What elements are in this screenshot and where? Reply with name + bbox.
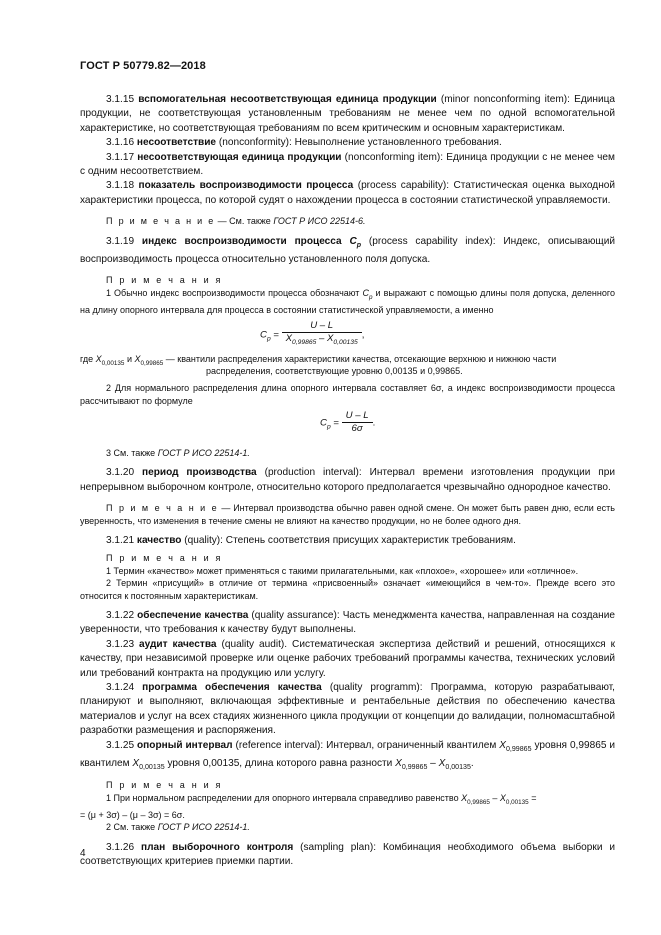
where-and: и	[126, 353, 132, 364]
den-x1-subscript: 0,99865	[292, 338, 317, 346]
term-title: план выборочного контроля	[141, 841, 294, 853]
term-symbol-subscript: p	[356, 241, 362, 249]
formula-tail: ,	[361, 328, 365, 340]
fraction-numerator: U – L	[342, 410, 373, 423]
quantile-x: X	[395, 758, 402, 770]
note-3-1-18	[80, 215, 615, 227]
fraction	[282, 320, 362, 350]
term-definition: Единица продукции, не соответствующая установленным требованиям не менее чем по одной вспомогательной характеристике, но соответствующая требованиям по всем критическим и основным характеристикам.	[80, 94, 615, 134]
note-reference: ГОСТ Р ИСО 22514-1.	[157, 822, 250, 833]
note-text: — См. также	[217, 216, 271, 227]
term-number: 3.1.19	[106, 235, 135, 247]
term-title: качество	[136, 534, 182, 546]
note-2	[80, 821, 615, 833]
where-x1: X	[95, 353, 102, 364]
term-3-1-22	[80, 609, 615, 638]
where-text-continued: распределения, соответствующие уровню 0,00135 и 0,99865.	[206, 365, 463, 376]
term-3-1-26	[80, 841, 615, 870]
quantile-x: X	[132, 758, 140, 770]
term-english: (minor nonconforming item):	[440, 94, 570, 105]
note-1	[80, 287, 615, 317]
term-definition: уровня 0,00135, длина которого равна разности	[167, 758, 393, 770]
symbol-subscript: p	[368, 293, 373, 301]
quantile-subscript: 0,00135	[139, 764, 165, 772]
term-3-1-16	[80, 136, 615, 150]
document-body	[80, 93, 615, 870]
document-code: ГОСТ Р 50779.82—2018	[80, 60, 206, 72]
where-text: — квантили распределения характеристики качества, отсекающие верхнюю и нижнюю части	[165, 353, 557, 364]
term-number: 3.1.21	[106, 534, 135, 546]
where-word: где	[80, 353, 94, 364]
formula-cp-sigma: $C_p$ = $\frac{U - L}{6\sigma}$ .	[320, 409, 376, 435]
term-title: индекс воспроизводимости процесса	[141, 235, 342, 247]
formula-cp-quantile: $C_p$ = $\frac{U - L}{X_{0,99865} - X_{0,00135}}$ ,	[80, 320, 615, 350]
term-number: 3.1.25	[106, 739, 135, 751]
term-3-1-18	[80, 179, 615, 208]
note-3	[80, 447, 615, 459]
note-3-1-20	[80, 502, 615, 527]
den-x2-subscript: 0,00135	[333, 338, 358, 346]
quantile-x: X	[461, 792, 468, 803]
note-2: 2 Для нормального распределения длина опорного интервала составляет 6σ, а индекс воспроизводимости процесса рассчитывают по формуле	[80, 383, 615, 406]
note-2: 2 Термин «присущий» в отличие от термина «присвоенный» означает «имеющийся в чем-то». Прежде всего это относится к постоянным характеристикам.	[80, 578, 615, 601]
term-definition: Интервал, ограниченный квантилем	[326, 739, 497, 751]
term-definition: Индекс, описывающий воспроизводимость процесса относительно установленного поля допуска.	[80, 235, 615, 266]
note-reference: ГОСТ Р ИСО 22514-1.	[157, 447, 250, 458]
term-title: период производства	[141, 467, 257, 479]
term-title: несоответствие	[136, 137, 217, 149]
term-title: аудит качества	[139, 638, 217, 650]
term-english: (quality assurance):	[251, 609, 340, 621]
fraction-numerator: U – L	[282, 320, 362, 333]
where-explanation	[80, 353, 615, 383]
note-text: и выражают с помощью длины поля допуска, деленного на длину опорного интервала для процесса в состоянии статистической управляемости, а именно	[80, 287, 615, 316]
formula-lhs: C	[320, 417, 327, 429]
term-definition: Интервал времени изготовления продукции при непрерывном выборочном контроле, относительно которого предполагается чрезвычайно однородное качество.	[80, 467, 615, 493]
note-label: П р и м е ч а н и е	[106, 503, 219, 514]
term-3-1-23	[80, 638, 615, 681]
term-definition: Систематическая экспертиза действий и решений, относящихся к качеству, при независимой проверке или оценке рабочих требований программы качества, технических условий или требований контракта на продукцию или услугу.	[80, 638, 616, 679]
term-definition: Комбинация необходимого объема выборки и соответствующих критериев приемки партии.	[80, 841, 616, 868]
term-number: 3.1.20	[106, 467, 135, 479]
quantile-x: X	[499, 792, 506, 803]
term-english: (process capability index):	[368, 235, 496, 247]
den-x1: X	[285, 332, 293, 344]
fraction	[342, 410, 373, 436]
period: .	[470, 758, 474, 770]
term-english: (sampling plan):	[300, 841, 377, 853]
term-english: (quality):	[184, 534, 223, 546]
minus-sign: –	[489, 792, 500, 803]
term-3-1-21	[80, 534, 615, 548]
formula-lhs-subscript: p	[266, 334, 271, 342]
term-symbol: C	[349, 235, 357, 247]
formula-lhs-subscript: p	[326, 423, 331, 431]
fraction-denominator: 6σ	[351, 423, 363, 435]
term-3-1-15	[80, 93, 615, 136]
note-text: 2 См. также	[106, 822, 156, 833]
term-english: (production interval):	[264, 467, 362, 479]
term-definition: уровня 0,99865 и квантилем	[80, 739, 615, 770]
term-english: (quality programm):	[329, 682, 423, 693]
where-x2: X	[134, 353, 141, 364]
term-definition: Степень соответствия присущих характеристик требованиям.	[225, 534, 516, 546]
term-english: (reference interval):	[235, 739, 324, 751]
notes-label: П р и м е ч а н и я	[106, 553, 223, 564]
term-3-1-24	[80, 681, 615, 739]
where-x2-subscript: 0,99865	[140, 359, 164, 367]
quantile-subscript: 0,99865	[467, 798, 490, 806]
term-3-1-20	[80, 466, 615, 495]
notes-label: П р и м е ч а н и я	[106, 780, 223, 791]
term-number: 3.1.16	[106, 137, 135, 149]
symbol-c: C	[362, 287, 369, 298]
term-number: 3.1.23	[106, 638, 135, 650]
note-reference: ГОСТ Р ИСО 22514-6.	[273, 216, 366, 227]
den-x2: X	[327, 332, 334, 344]
term-number: 3.1.18	[106, 180, 135, 192]
term-title: вспомогательная несоответствующая единица продукции	[138, 94, 437, 105]
term-title: показатель воспроизводимости процесса	[138, 180, 354, 192]
note-label: П р и м е ч а н и е	[106, 216, 216, 227]
equals-sign: =	[528, 792, 537, 803]
term-english: (process capability):	[357, 180, 450, 192]
notes-3-1-19	[80, 274, 615, 459]
term-title: обеспечение качества	[137, 609, 249, 621]
term-english: (quality audit).	[221, 638, 288, 650]
where-x1-subscript: 0,00135	[101, 359, 125, 367]
quantile-subscript: 0,00135	[445, 764, 471, 772]
note-text: 1 При нормальном распределении для опорного интервала справедливо равенство	[106, 792, 459, 803]
note-text: 3 См. также	[106, 447, 156, 458]
page-number: 4	[80, 848, 86, 859]
note-1: 1 Термин «качество» может применяться с такими прилагательными, как «плохое», «хорошее» или «отличное».	[106, 565, 579, 576]
term-number: 3.1.22	[106, 609, 135, 621]
term-3-1-25	[80, 739, 615, 776]
term-title: программа обеспечения качества	[142, 682, 322, 693]
term-3-1-17	[80, 151, 615, 180]
term-definition: Единица продукции с не менее чем с одним несоответствием.	[80, 151, 615, 178]
quantile-subscript: 0,99865	[505, 745, 532, 753]
term-english: (nonconforming item):	[344, 151, 444, 163]
quantile-subscript: 0,00135	[505, 798, 529, 806]
quantile-subscript: 0,99865	[401, 764, 428, 772]
note-1	[80, 792, 615, 809]
term-title: несоответствующая единица продукции	[137, 151, 342, 163]
quantile-x: X	[499, 739, 506, 751]
term-number: 3.1.15	[106, 94, 135, 105]
term-definition: Программа, которую разрабатывают, планируют и выполняют, включающая эффективные и рентабельные действия по обеспечению качества материалов и услуг на всех стадиях жизненного цикла продукции от концепции до валидации, полномасштабной разработки размещения и распоряжения.	[80, 682, 615, 737]
notes-3-1-21	[80, 552, 615, 602]
note-text: — Интервал производства обычно равен одной смене. Он может быть равен дню, если есть уверенность, что изменения в течение смены не влияют на качество продукции, но не более одного дня.	[80, 503, 615, 526]
fraction-denominator	[282, 333, 362, 349]
term-definition: Часть менеджмента качества, направленная на создание уверенности, что требования к качеству будут выполнены.	[80, 609, 615, 636]
quantile-x: X	[438, 758, 446, 770]
den-minus: –	[316, 332, 327, 344]
term-title: опорный интервал	[137, 739, 233, 751]
formula-lhs: C	[260, 328, 267, 340]
term-number: 3.1.26	[106, 841, 135, 853]
notes-3-1-25	[80, 779, 615, 833]
minus-sign: –	[427, 758, 439, 770]
notes-label: П р и м е ч а н и я	[106, 275, 223, 286]
term-3-1-19	[80, 235, 615, 268]
term-number: 3.1.24	[106, 682, 135, 693]
formula-tail: .	[372, 417, 376, 429]
term-number: 3.1.17	[106, 151, 135, 163]
note-equation: = (μ + 3σ) – (μ – 3σ) = 6σ.	[80, 810, 185, 821]
term-definition: Невыполнение установленного требования.	[294, 137, 502, 149]
term-english: (nonconformity):	[218, 137, 292, 149]
term-definition: Статистическая оценка выходной характеристики процесса, по которой судят о нахождении процесса в состоянии статистической управляемости.	[80, 180, 616, 206]
note-text: 1 Обычно индекс воспроизводимости процесса обозначают	[106, 287, 360, 298]
